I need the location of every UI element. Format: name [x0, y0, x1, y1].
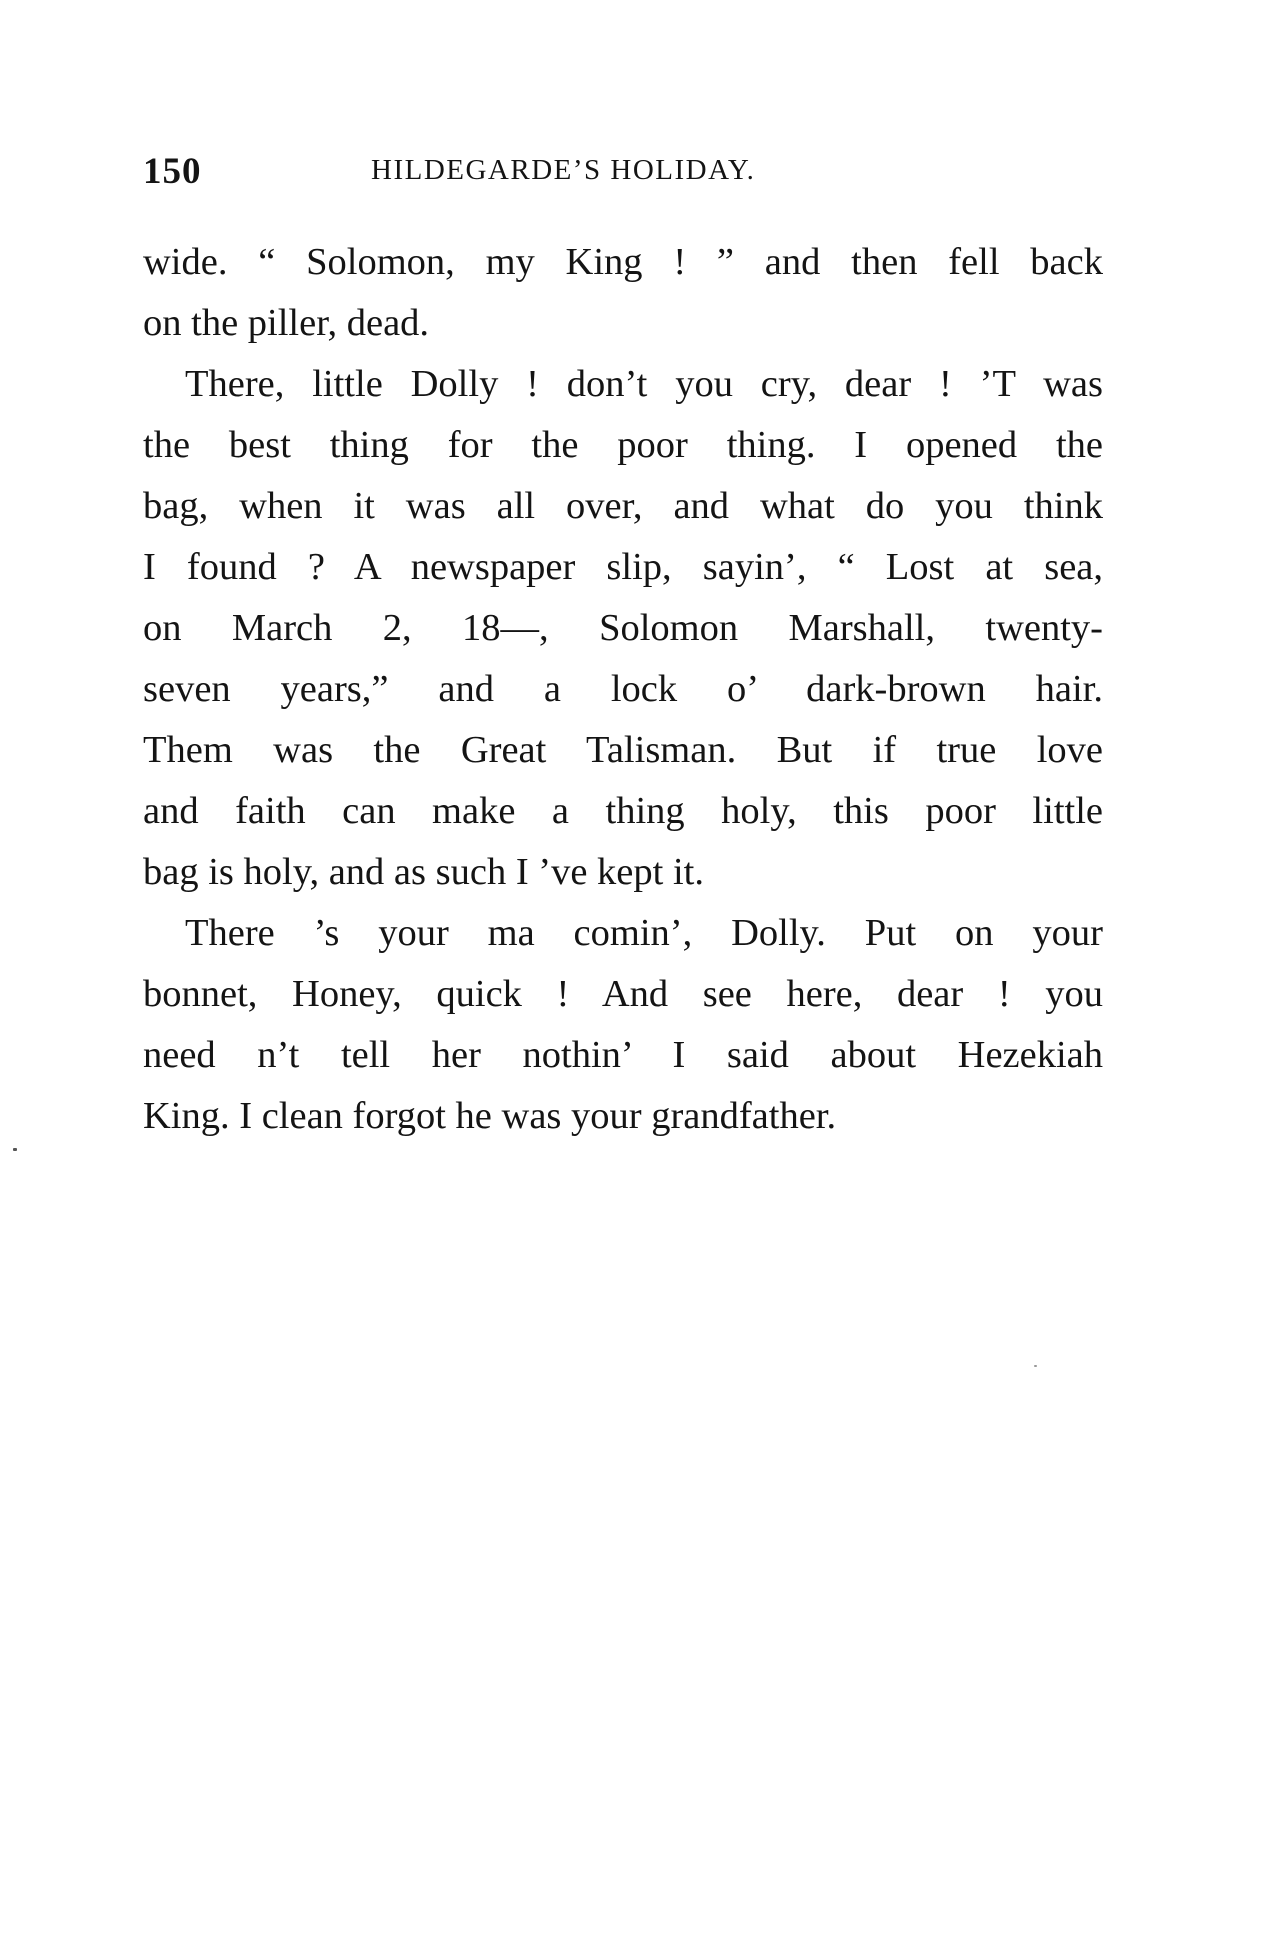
- paragraph: [143, 903, 1103, 1147]
- text-line: bag, when it was all over, and what do you think: [143, 485, 1103, 527]
- page-number: 150: [143, 151, 202, 192]
- text-line: I found ? A newspaper slip, sayin’, “ Lost at sea,: [143, 546, 1103, 588]
- text-line: King. I clean forgot he was your grandfather.: [143, 1095, 837, 1137]
- paragraph: [143, 354, 1103, 903]
- paper-speck: [13, 1148, 17, 1151]
- body-text: [143, 232, 1103, 1147]
- text-line: Them was the Great Talisman. But if true love: [143, 729, 1103, 771]
- text-line: the best thing for the poor thing. I opened the: [143, 424, 1103, 466]
- text-line: There, little Dolly ! don’t you cry, dear ! ’T was: [185, 363, 1103, 405]
- page-header: [143, 150, 1103, 200]
- text-line: There ’s your ma comin’, Dolly. Put on your: [185, 912, 1103, 954]
- text-line: on March 2, 18—, Solomon Marshall, twenty-: [143, 607, 1103, 649]
- text-line: bag is holy, and as such I ’ve kept it.: [143, 851, 704, 893]
- text-line: need n’t tell her nothin’ I said about Hezekiah: [143, 1034, 1103, 1076]
- text-line: and faith can make a thing holy, this poor little: [143, 790, 1103, 832]
- text-line: on the piller, dead.: [143, 302, 430, 344]
- paragraph: [143, 232, 1103, 354]
- running-head: HILDEGARDE’S HOLIDAY.: [371, 154, 756, 186]
- text-line: wide. “ Solomon, my King ! ” and then fell back: [143, 241, 1103, 283]
- text-line: bonnet, Honey, quick ! And see here, dear ! you: [143, 973, 1103, 1015]
- text-line: seven years,” and a lock o’ dark-brown hair.: [143, 668, 1103, 710]
- paper-speck: [1034, 1365, 1037, 1367]
